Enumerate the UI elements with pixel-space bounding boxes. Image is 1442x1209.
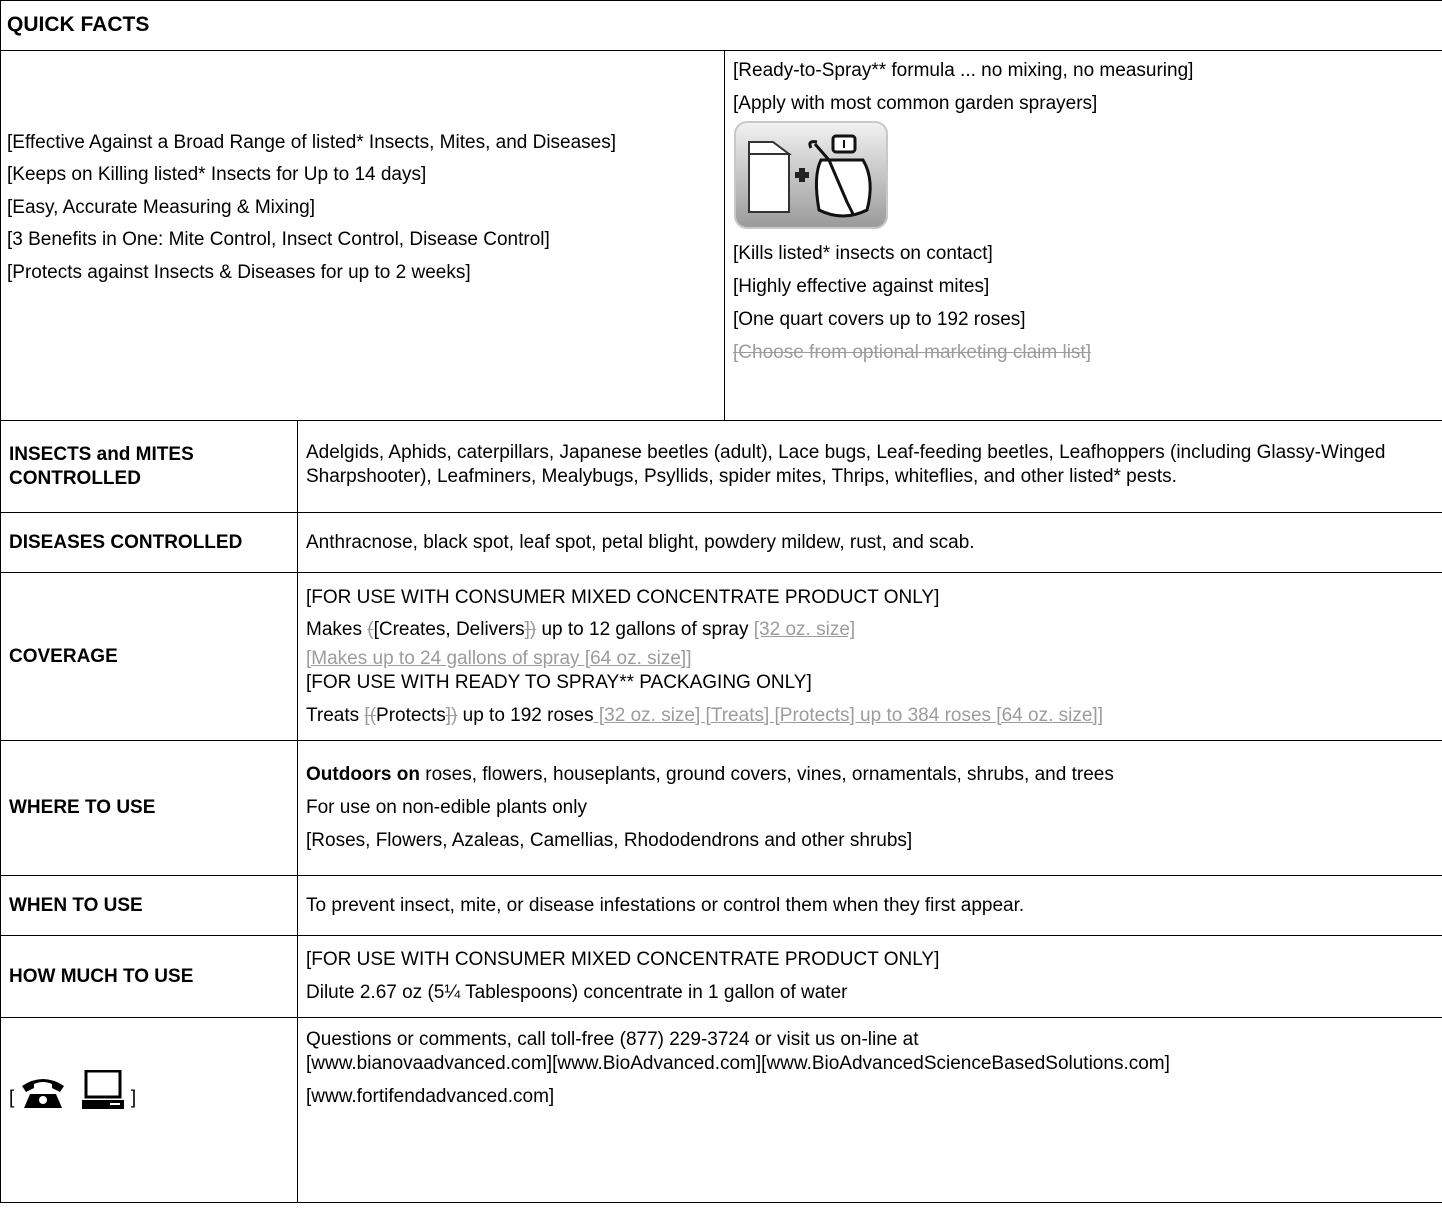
contact-value bbox=[298, 1018, 1442, 1203]
telephone-icon bbox=[20, 1074, 66, 1110]
contact-icons-cell bbox=[1, 1018, 298, 1203]
diseases-label: DISEASES CONTROLLED bbox=[1, 513, 298, 573]
claim-kills-contact: [Kills listed* insects on contact] bbox=[733, 243, 993, 265]
howmuch-value bbox=[298, 936, 1442, 1018]
claim-one-quart: [One quart covers up to 192 roses] bbox=[733, 308, 1026, 330]
claim-keeps-killing: [Keeps on Killing listed* Insects for Up to 14 days] bbox=[7, 163, 427, 185]
computer-icon bbox=[80, 1070, 126, 1110]
claim-protects-2-weeks: [Protects against Insects & Diseases for up to 2 weeks] bbox=[7, 262, 471, 284]
contact-websites-line: [www.bianovaadvanced.com][www.BioAdvanced.com][www.BioAdvancedScienceBasedSolutions.com] bbox=[306, 1052, 1170, 1074]
quick-facts-right-cell bbox=[725, 51, 1442, 421]
bracket-open: [ bbox=[9, 1087, 15, 1109]
where-non-edible-line: For use on non-edible plants only bbox=[306, 797, 587, 819]
claim-easy-measuring: [Easy, Accurate Measuring & Mixing] bbox=[7, 196, 315, 218]
claim-3-benefits: [3 Benefits in One: Mite Control, Insect Control, Disease Control] bbox=[7, 229, 550, 251]
quick-facts-left-cell bbox=[1, 51, 725, 421]
contact-phone-line: Questions or comments, call toll-free (877) 229-3724 or visit us on-line at bbox=[306, 1029, 919, 1050]
coverage-64oz-line: [Makes up to 24 gallons of spray [64 oz. size]] bbox=[306, 648, 692, 670]
coverage-rts-heading: [FOR USE WITH READY TO SPRAY** PACKAGING ONLY] bbox=[306, 671, 812, 693]
howmuch-label: HOW MUCH TO USE bbox=[1, 936, 298, 1018]
contact-fortifend-line: [www.fortifendadvanced.com] bbox=[306, 1085, 555, 1107]
section-title: QUICK FACTS bbox=[1, 1, 1442, 51]
coverage-value bbox=[298, 573, 1442, 741]
contact-icons bbox=[20, 1070, 126, 1110]
where-outdoors-line: Outdoors on roses, flowers, houseplants, ground covers, vines, ornamentals, shrubs, and trees bbox=[306, 764, 1114, 786]
where-value bbox=[298, 741, 1442, 876]
concentrate-plus-sprayer-icon bbox=[733, 120, 889, 230]
coverage-label: COVERAGE bbox=[1, 573, 298, 741]
where-plants-line: [Roses, Flowers, Azaleas, Camellias, Rhododendrons and other shrubs] bbox=[306, 829, 913, 851]
claim-ready-to-spray: [Ready-to-Spray** formula ... no mixing, no measuring] bbox=[733, 60, 1194, 81]
howmuch-dilution-line: Dilute 2.67 oz (5¼ Tablespoons) concentrate in 1 gallon of water bbox=[306, 982, 848, 1003]
claim-effective-mites: [Highly effective against mites] bbox=[733, 276, 990, 297]
when-value: To prevent insect, mite, or disease infestations or control them when they first appear. bbox=[298, 876, 1442, 936]
coverage-treats-line: Treats [(Protects]) up to 192 roses [32 oz. size] [Treats] [Protects] up to 384 roses [64 oz. size]] bbox=[306, 704, 1103, 726]
bracket-close: ] bbox=[130, 1087, 137, 1109]
diseases-value: Anthracnose, black spot, leaf spot, petal blight, powdery mildew, rust, and scab. bbox=[298, 513, 1442, 573]
when-label: WHEN TO USE bbox=[1, 876, 298, 936]
insects-label: INSECTS and MITES CONTROLLED bbox=[1, 421, 298, 513]
howmuch-concentrate-heading: [FOR USE WITH CONSUMER MIXED CONCENTRATE PRODUCT ONLY] bbox=[306, 949, 940, 971]
coverage-makes-line: Makes ([Creates, Delivers]) up to 12 gallons of spray [32 oz. size] bbox=[306, 619, 856, 641]
where-label: WHERE TO USE bbox=[1, 741, 298, 876]
claim-apply-sprayers: [Apply with most common garden sprayers] bbox=[733, 92, 1098, 114]
insects-value: Adelgids, Aphids, caterpillars, Japanese beetles (adult), Lace bugs, Leaf-feeding beetles, Leafhoppers (including Glassy-Winged Sharpshooter), Leafminers, Mealybugs, Psyllids, spider mites, Thrips, whiteflies, and other listed* pests. bbox=[298, 421, 1442, 513]
claim-broad-range: [Effective Against a Broad Range of listed* Insects, Mites, and Diseases] bbox=[7, 132, 617, 154]
claim-optional-marketing: [Choose from optional marketing claim list] bbox=[733, 341, 1091, 363]
coverage-concentrate-heading: [FOR USE WITH CONSUMER MIXED CONCENTRATE PRODUCT ONLY] bbox=[306, 586, 940, 608]
